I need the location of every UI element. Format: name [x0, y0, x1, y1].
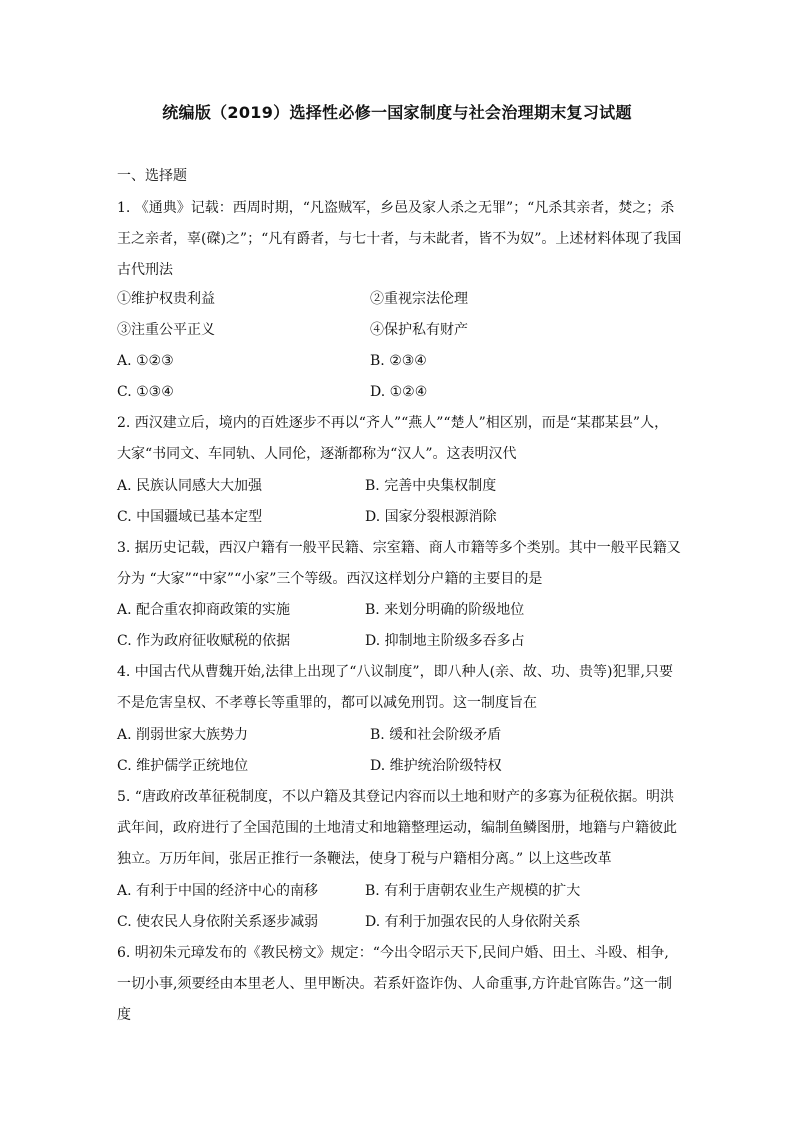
question-4-options-row-2 [117, 751, 682, 782]
option-b: B. ②③④ [370, 353, 427, 369]
question-5-stem: 5. “唐政府改革征税制度，不以户籍及其登记内容而以土地和财产的多寡为征税依据。明洪武年间，政府进行了全国范围的土地清丈和地籍整理运动，编制鱼鳞图册，地籍与户籍彼此独立。万历年间，张居正推行一条鞭法，使身丁税与户籍相分离。” 以上这些改革 [117, 789, 677, 867]
statement-2: ②重视宗法伦理 [370, 291, 468, 307]
statement-4: ④保护私有财产 [370, 322, 468, 338]
section-heading: 一、选择题 [117, 168, 187, 184]
option-b: B. 来划分明确的阶级地位 [365, 602, 525, 618]
option-a: A. 有利于中国的经济中心的南移 [117, 883, 319, 899]
question-5-options-row-2 [117, 907, 682, 938]
statement-3: ③注重公平正义 [117, 322, 215, 338]
option-a: A. ①②③ [117, 353, 174, 369]
option-c: C. ①③④ [117, 384, 174, 400]
question-4-options-row-1 [117, 720, 682, 751]
option-a: A. 民族认同感大大加强 [117, 478, 263, 494]
question-2-stem: 2. 西汉建立后，境内的百姓逐步不再以“齐人”“燕人”“楚人”相区别，而是“某郡某县”人，大家“书同文、车同轨、人同伦，逐渐都称为“汉人”。这表明汉代 [117, 415, 669, 462]
question-3-options-row-2 [117, 626, 682, 657]
question-1-statements-row-1 [117, 284, 682, 315]
option-d: D. 有利于加强农民的人身依附关系 [365, 914, 581, 930]
option-c: C. 使农民人身依附关系逐步减弱 [117, 914, 319, 930]
question-6-stem: 6. 明初朱元璋发布的《教民榜文》规定：“今出令昭示天下,民间户婚、田土、斗殴、相争,一切小事,须要经由本里老人、里甲断决。若系奸盗诈伪、人命重事,方许赴官陈告。”这一制度 [117, 945, 673, 1023]
option-a: A. 配合重农抑商政策的实施 [117, 602, 291, 618]
document-title: 统编版（2019）选择性必修一国家制度与社会治理期末复习试题 [162, 103, 632, 122]
question-1-options-row-1 [117, 346, 682, 377]
option-b: B. 完善中央集权制度 [365, 478, 497, 494]
question-3-options-row-1 [117, 595, 682, 626]
question-5-options-row-1 [117, 876, 682, 907]
question-4-stem: 4. 中国古代从曹魏开始,法律上出现了“八议制度”，即八种人(亲、故、功、贵等)犯罪,只要不是危害皇权、不孝尊长等重罪的，都可以减免刑罚。这一制度旨在 [117, 664, 673, 711]
question-1-options-row-2 [117, 377, 682, 408]
option-d: D. 抑制地主阶级多吞多占 [365, 633, 525, 649]
option-b: B. 缓和社会阶级矛盾 [370, 727, 502, 743]
question-1-stem: 1. 《通典》记载：西周时期，“凡盗贼军，乡邑及家人杀之无罪”；“凡杀其亲者，焚之；杀王之亲者，辜(磔)之”；“凡有爵者，与七十者，与未龀者，皆不为奴”。上述材料体现了我国古代刑法 [117, 200, 682, 278]
question-3-stem: 3. 据历史记载，西汉户籍有一般平民籍、宗室籍、商人市籍等多个类别。其中一般平民籍又分为 “大家”“中家”“小家”三个等级。西汉这样划分户籍的主要目的是 [117, 540, 681, 587]
option-c: C. 维护儒学正统地位 [117, 758, 249, 774]
statement-1: ①维护权贵利益 [117, 291, 215, 307]
question-2-options-row-2 [117, 502, 682, 533]
question-2-options-row-1 [117, 471, 682, 502]
option-a: A. 削弱世家大族势力 [117, 727, 249, 743]
option-c: C. 中国疆域已基本定型 [117, 509, 263, 525]
question-1-statements-row-2 [117, 315, 682, 346]
option-b: B. 有利于唐朝农业生产规模的扩大 [365, 883, 581, 899]
option-d: D. 维护统治阶级特权 [370, 758, 502, 774]
option-c: C. 作为政府征收赋税的依据 [117, 633, 291, 649]
option-d: D. 国家分裂根源消除 [365, 509, 497, 525]
option-d: D. ①②④ [370, 384, 428, 400]
